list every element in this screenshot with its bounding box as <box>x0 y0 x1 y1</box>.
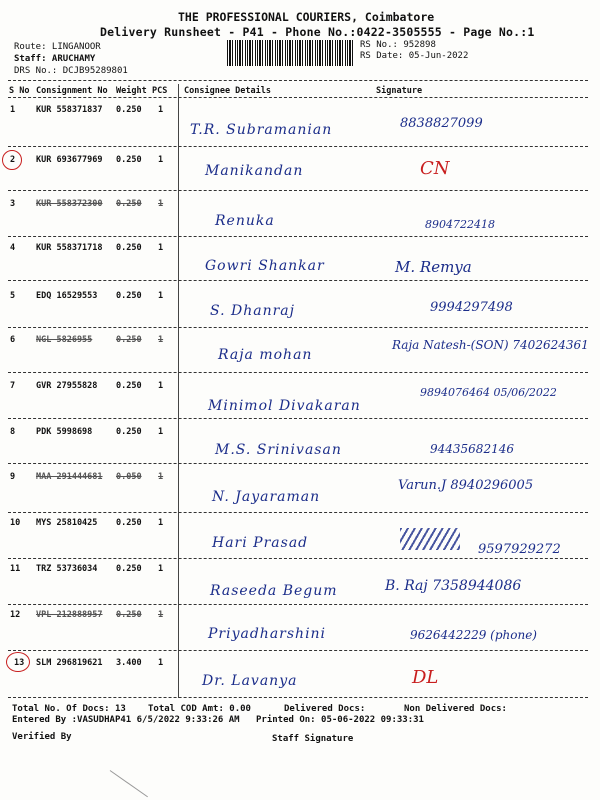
row-pcs: 1 <box>158 658 164 668</box>
row-consignment: KUR 558371718 <box>36 243 103 253</box>
row-weight: 0.250 <box>116 518 142 528</box>
col-header-sno: S No <box>9 86 30 96</box>
highlight-circle <box>2 150 22 170</box>
printed-on: Printed On: 05-06-2022 09:33:31 <box>256 715 424 725</box>
staff-signature-label: Staff Signature <box>272 734 354 744</box>
row-sno: 3 <box>10 199 16 209</box>
row-pcs: 1 <box>158 199 164 209</box>
row-signature: 9597929272 <box>478 542 561 557</box>
row-sno: 7 <box>10 381 16 391</box>
row-consignee: Hari Prasad <box>212 535 309 551</box>
row-consignee: M.S. Srinivasan <box>215 442 342 458</box>
non-delivered-docs: Non Delivered Docs: <box>404 704 507 714</box>
row-weight: 0.250 <box>116 155 142 165</box>
row-consignee: N. Jayaraman <box>212 489 321 505</box>
row-sno: 5 <box>10 291 16 301</box>
row-consignment: KUR 693677969 <box>36 155 103 165</box>
row-sno: 2 <box>10 155 16 165</box>
total-docs: Total No. Of Docs: 13 <box>12 704 126 714</box>
row-pcs: 1 <box>158 610 164 620</box>
row-consignment: NGL 5826955 <box>36 335 93 345</box>
company-title: THE PROFESSIONAL COURIERS, Coimbatore <box>178 10 435 24</box>
row-sno: 9 <box>10 472 16 482</box>
row-consignment: EDQ 16529553 <box>36 291 98 301</box>
row-consignee: Renuka <box>215 213 275 229</box>
row-weight: 0.250 <box>116 291 142 301</box>
row-signature: 9626442229 (phone) <box>410 628 537 642</box>
row-pcs: 1 <box>158 155 164 165</box>
header-rule-top <box>8 80 588 81</box>
row-consignee: Gowri Shankar <box>205 258 325 274</box>
drs-label: DRS No.: DCJB95289801 <box>14 66 128 76</box>
row-sno: 8 <box>10 427 16 437</box>
row-weight: 0.250 <box>116 381 142 391</box>
verified-by: Verified By <box>12 732 72 742</box>
barcode <box>227 40 355 66</box>
scribble-signature <box>400 528 460 550</box>
row-signature: 94435682146 <box>430 442 514 456</box>
route-label: Route: LINGANOOR <box>14 42 101 52</box>
rs-date-label: RS Date: 05-Jun-2022 <box>360 51 469 61</box>
row-weight: 0.250 <box>116 105 142 115</box>
row-sno: 4 <box>10 243 16 253</box>
row-signature: Varun.J 8940296005 <box>398 478 534 493</box>
row-signature: CN <box>420 158 450 179</box>
col-header-signature: Signature <box>376 86 423 96</box>
row-consignee: Priyadharshini <box>208 626 327 642</box>
row-weight: 0.250 <box>116 610 142 620</box>
row-divider <box>8 512 588 513</box>
row-divider <box>8 327 588 328</box>
row-consignee: Raja mohan <box>218 347 313 363</box>
row-pcs: 1 <box>158 518 164 528</box>
row-sno: 12 <box>10 610 21 620</box>
row-consignment: TRZ 53736034 <box>36 564 98 574</box>
row-sno: 6 <box>10 335 16 345</box>
row-consignee: Manikandan <box>205 163 304 179</box>
col-header-consignment: Consignment No <box>36 86 108 96</box>
row-divider <box>8 650 588 651</box>
runsheet-subtitle: Delivery Runsheet - P41 - Phone No.:0422-3505555 - Page No.:1 <box>100 25 535 39</box>
row-divider <box>8 236 588 237</box>
entered-by: Entered By :VASUDHAP41 6/5/2022 9:33:26 AM <box>12 715 240 725</box>
rs-no-label: RS No.: 952898 <box>360 40 436 50</box>
row-signature: Raja Natesh-(SON) 7402624361 <box>392 338 589 352</box>
row-signature: 8904722418 <box>425 218 495 231</box>
row-consignee: Raseeda Begum <box>210 583 338 599</box>
row-signature: 9894076464 05/06/2022 <box>420 386 557 399</box>
column-divider <box>178 84 179 698</box>
row-weight: 3.400 <box>116 658 142 668</box>
row-divider <box>8 697 588 698</box>
row-consignment: PDK 5998698 <box>36 427 93 437</box>
row-sno: 10 <box>10 518 21 528</box>
row-signature: 9994297498 <box>430 300 513 315</box>
row-consignment: MAA 291444681 <box>36 472 103 482</box>
row-signature: M. Remya <box>395 258 472 276</box>
row-consignee: Dr. Lavanya <box>202 673 298 689</box>
col-header-weight: Weight <box>116 86 147 96</box>
row-consignment: KUR 558372300 <box>36 199 103 209</box>
row-divider <box>8 418 588 419</box>
row-divider <box>8 280 588 281</box>
row-divider <box>8 604 588 605</box>
row-pcs: 1 <box>158 427 164 437</box>
row-divider <box>8 463 588 464</box>
row-divider <box>8 146 588 147</box>
row-consignment: VPL 212888957 <box>36 610 103 620</box>
row-signature: DL <box>412 667 439 688</box>
row-weight: 0.250 <box>116 564 142 574</box>
row-consignee: T.R. Subramanian <box>190 122 333 138</box>
highlight-circle <box>6 652 30 672</box>
row-consignment: MYS 25810425 <box>36 518 98 528</box>
row-signature: 8838827099 <box>400 116 483 131</box>
row-pcs: 1 <box>158 335 164 345</box>
row-consignment: SLM 296819621 <box>36 658 103 668</box>
col-header-pcs: PCS <box>152 86 168 96</box>
row-pcs: 1 <box>158 472 164 482</box>
row-sno: 11 <box>10 564 21 574</box>
row-weight: 0.050 <box>116 472 142 482</box>
row-divider <box>8 558 588 559</box>
row-pcs: 1 <box>158 105 164 115</box>
row-divider <box>8 190 588 191</box>
staff-label: Staff: ARUCHAMY <box>14 54 96 64</box>
row-pcs: 1 <box>158 381 164 391</box>
row-pcs: 1 <box>158 564 164 574</box>
row-consignment: KUR 558371837 <box>36 105 103 115</box>
total-cod: Total COD Amt: 0.00 <box>148 704 251 714</box>
header-rule-bottom <box>8 97 588 98</box>
row-divider <box>8 372 588 373</box>
row-sno: 1 <box>10 105 16 115</box>
row-weight: 0.250 <box>116 427 142 437</box>
row-consignee: S. Dhanraj <box>210 303 295 319</box>
row-consignee: Minimol Divakaran <box>208 398 361 414</box>
row-signature: B. Raj 7358944086 <box>385 578 522 594</box>
paper-mark <box>110 770 148 797</box>
row-weight: 0.250 <box>116 243 142 253</box>
row-pcs: 1 <box>158 291 164 301</box>
row-weight: 0.250 <box>116 199 142 209</box>
col-header-consignee: Consignee Details <box>184 86 271 96</box>
row-weight: 0.250 <box>116 335 142 345</box>
row-consignment: GVR 27955828 <box>36 381 98 391</box>
delivered-docs: Delivered Docs: <box>284 704 366 714</box>
row-pcs: 1 <box>158 243 164 253</box>
row-sno: 13 <box>14 658 25 668</box>
